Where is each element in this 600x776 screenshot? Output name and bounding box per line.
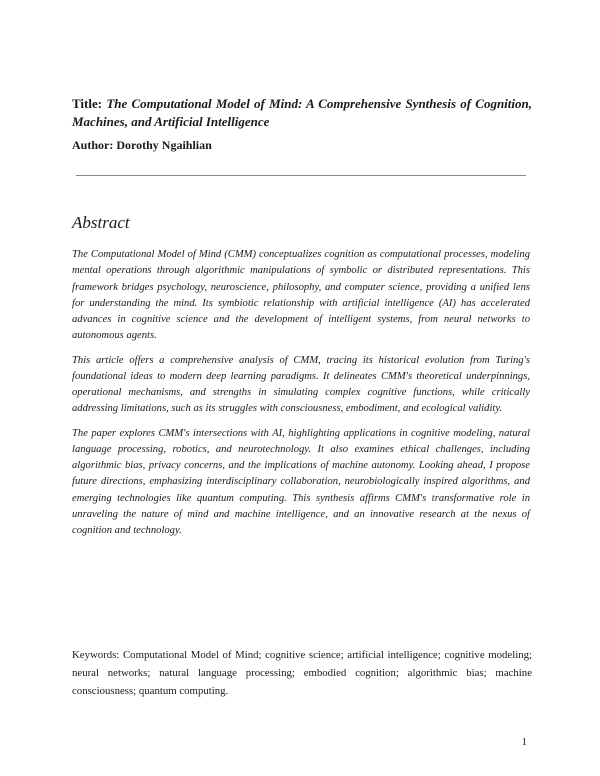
horizontal-divider <box>76 175 526 176</box>
title-text: The Computational Model of Mind: A Comprehensive Synthesis of Cognition, Machines, and Artificial Intelligence <box>72 96 532 129</box>
paper-title <box>72 95 532 131</box>
abstract-body <box>72 247 530 547</box>
keywords-paragraph: Keywords: Computational Model of Mind; cognitive science; artificial intelligence; cognitive modeling; neural networks; natural language processing; embodied cognition; algorithmic bias; machine consciousness; quantum computing. <box>72 649 532 697</box>
page-number: 1 <box>521 736 527 748</box>
title-label: Title: <box>72 96 103 111</box>
abstract-paragraph: The Computational Model of Mind (CMM) conceptualizes cognition as computational processes, modeling mental operations through algorithmic manipulations of symbolic or distributed representations. This framework bridges psychology, neuroscience, philosophy, and computer science, providing a unified lens for understanding the mind. Its symbiotic relationship with artificial intelligence (AI) has accelerated advances in cognitive science and the development of intelligent systems, from neural networks to autonomous agents. <box>72 249 530 342</box>
abstract-paragraph: This article offers a comprehensive analysis of CMM, tracing its historical evolution from Turing's foundational ideas to modern deep learning paradigms. It delineates CMM's theoretical underpinnings, operational mechanisms, and strengths in simulating complex cognitive functions, while critically addressing limitations, such as its struggles with consciousness, embodiment, and ecological validity. <box>72 354 530 415</box>
abstract-paragraph: The paper explores CMM's intersections with AI, highlighting applications in cognitive modeling, natural language processing, robotics, and neurotechnology. It also examines ethical challenges, including algorithmic bias, privacy concerns, and the implications of machine autonomy. Looking ahead, I propose future directions, emphasizing interdisciplinary collaboration, neurobiologically inspired algorithms, and emerging technologies like quantum computing. This synthesis affirms CMM's transformative role in unraveling the nature of mind and machine intelligence, and an innovative research at the nexus of cognition and technology. <box>72 427 530 536</box>
abstract-heading: Abstract <box>72 213 130 232</box>
author-line: Author: Dorothy Ngaihlian <box>72 138 212 152</box>
